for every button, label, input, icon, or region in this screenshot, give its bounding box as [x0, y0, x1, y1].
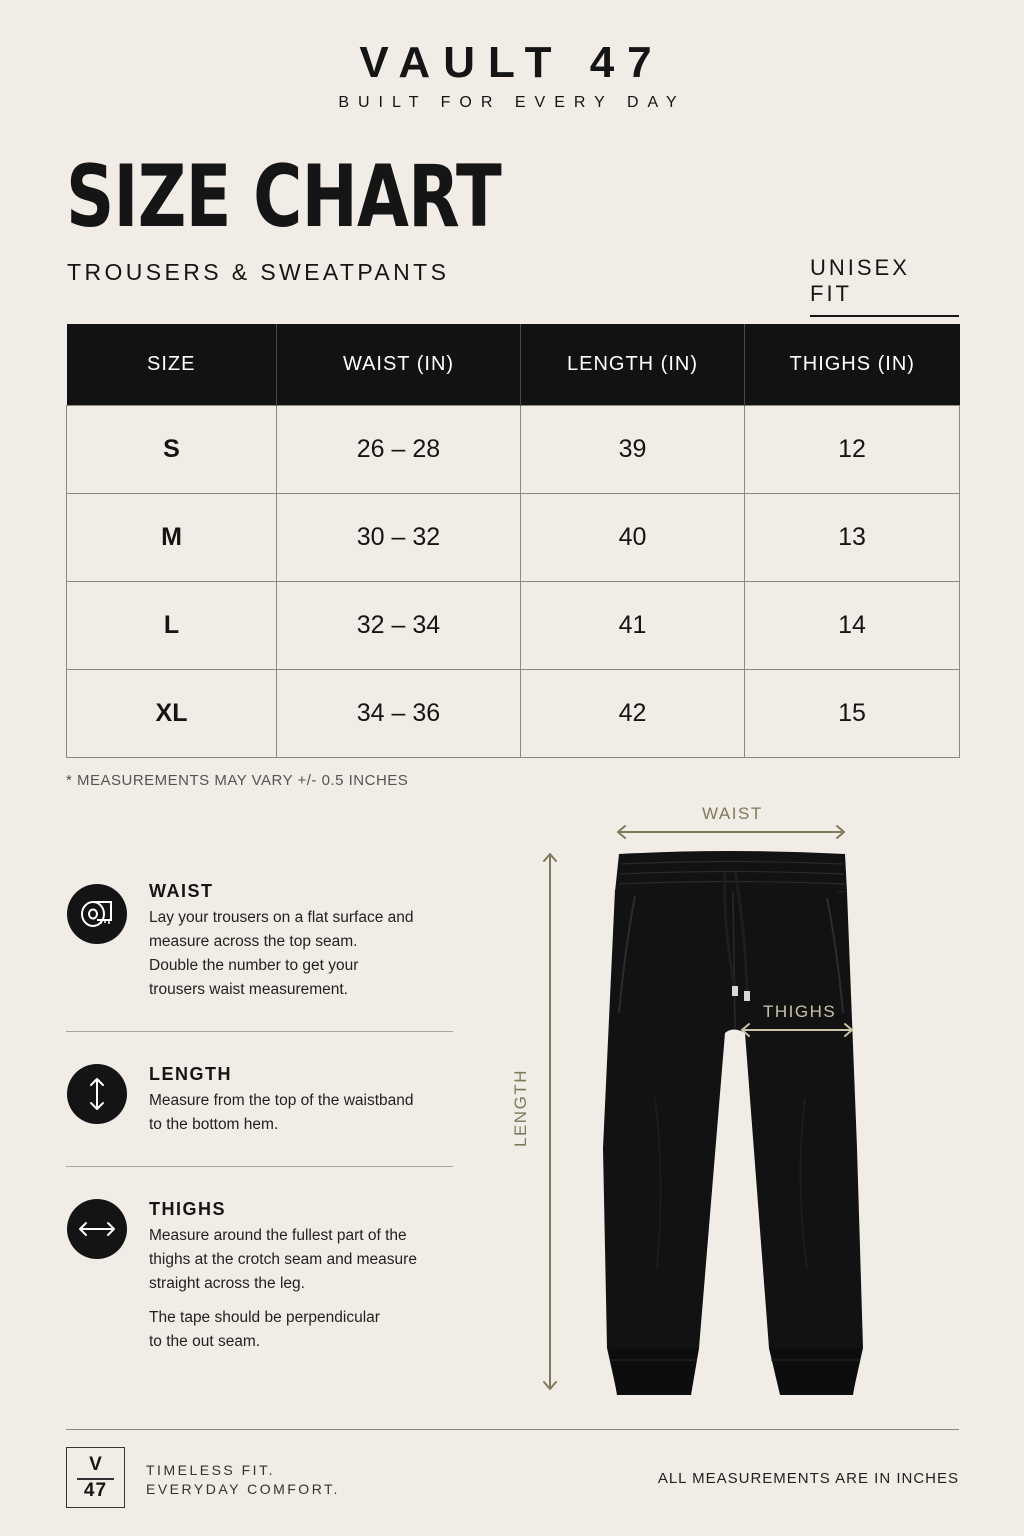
- length-instructions: [149, 1089, 454, 1137]
- waist-dimension-label: WAIST: [702, 804, 763, 823]
- instruction-line: The tape should be perpendicular: [149, 1309, 380, 1326]
- footer-tagline-line2: EVERYDAY COMFORT.: [146, 1481, 340, 1497]
- column-header-thighs: THIGHS (IN): [745, 324, 960, 406]
- instruction-line: measure across the top seam.: [149, 933, 358, 950]
- table-row: [67, 494, 960, 582]
- sweatpants-illustration: [595, 848, 865, 1403]
- logo-number: 47: [83, 1480, 108, 1501]
- length-dimension-label: LENGTH: [510, 1069, 530, 1147]
- brand-logo: VAULT 47: [359, 38, 665, 87]
- footer-logo: [66, 1447, 125, 1508]
- instruction-line: Measure around the fullest part of the: [149, 1227, 407, 1244]
- table-row: [67, 406, 960, 494]
- thighs-cell: 15: [745, 670, 960, 758]
- thighs-dimension-label: THIGHS: [763, 1002, 837, 1021]
- size-cell: S: [67, 406, 277, 494]
- measurement-note: * MEASUREMENTS MAY VARY +/- 0.5 INCHES: [66, 772, 409, 789]
- fit-label: UNISEX FIT: [810, 255, 959, 317]
- divider: [66, 1166, 453, 1167]
- brand-tagline: BUILT FOR EVERY DAY: [338, 94, 686, 111]
- page-title: SIZE CHART: [66, 147, 501, 247]
- size-table: [66, 324, 960, 758]
- table-row: [67, 670, 960, 758]
- column-header-waist: WAIST (IN): [277, 324, 521, 406]
- thighs-cell: 12: [745, 406, 960, 494]
- size-cell: L: [67, 582, 277, 670]
- waist-heading: WAIST: [149, 881, 214, 901]
- length-cell: 40: [521, 494, 745, 582]
- horizontal-arrows-icon: [67, 1199, 127, 1259]
- length-cell: 42: [521, 670, 745, 758]
- page-subtitle: TROUSERS & SWEATPANTS: [67, 259, 450, 285]
- footer-units-note: ALL MEASUREMENTS ARE IN INCHES: [657, 1470, 959, 1487]
- thighs-instructions: [149, 1224, 454, 1296]
- thighs-dimension-arrow: [736, 1020, 858, 1040]
- instruction-line: straight across the leg.: [149, 1275, 305, 1292]
- instruction-line: trousers waist measurement.: [149, 981, 348, 998]
- tape-measure-icon: [67, 884, 127, 944]
- waist-cell: 32 – 34: [277, 582, 521, 670]
- size-cell: XL: [67, 670, 277, 758]
- thighs-tip: [149, 1306, 454, 1354]
- waist-dimension-arrow: [612, 822, 852, 842]
- logo-letter: V: [89, 1454, 102, 1475]
- column-header-length: LENGTH (IN): [521, 324, 745, 406]
- instruction-line: to the bottom hem.: [149, 1116, 279, 1133]
- footer-tagline-line1: TIMELESS FIT.: [146, 1462, 275, 1478]
- table-header-row: [67, 324, 960, 406]
- table-row: [67, 582, 960, 670]
- length-cell: 41: [521, 582, 745, 670]
- length-heading: LENGTH: [149, 1064, 232, 1084]
- instruction-line: to the out seam.: [149, 1333, 261, 1350]
- instruction-line: Double the number to get your: [149, 957, 359, 974]
- footer-divider: [66, 1429, 959, 1430]
- instruction-line: thighs at the crotch seam and measure: [149, 1251, 417, 1268]
- instruction-line: Lay your trousers on a flat surface and: [149, 909, 414, 926]
- length-dimension-arrow: [538, 850, 562, 1395]
- length-cell: 39: [521, 406, 745, 494]
- column-header-size: SIZE: [67, 324, 277, 406]
- thighs-heading: THIGHS: [149, 1199, 227, 1219]
- waist-cell: 34 – 36: [277, 670, 521, 758]
- instruction-line: Measure from the top of the waistband: [149, 1092, 414, 1109]
- waist-cell: 30 – 32: [277, 494, 521, 582]
- size-cell: M: [67, 494, 277, 582]
- thighs-cell: 14: [745, 582, 960, 670]
- vertical-arrows-icon: [67, 1064, 127, 1124]
- thighs-cell: 13: [745, 494, 960, 582]
- waist-cell: 26 – 28: [277, 406, 521, 494]
- divider: [66, 1031, 453, 1032]
- waist-instructions: [149, 906, 454, 1002]
